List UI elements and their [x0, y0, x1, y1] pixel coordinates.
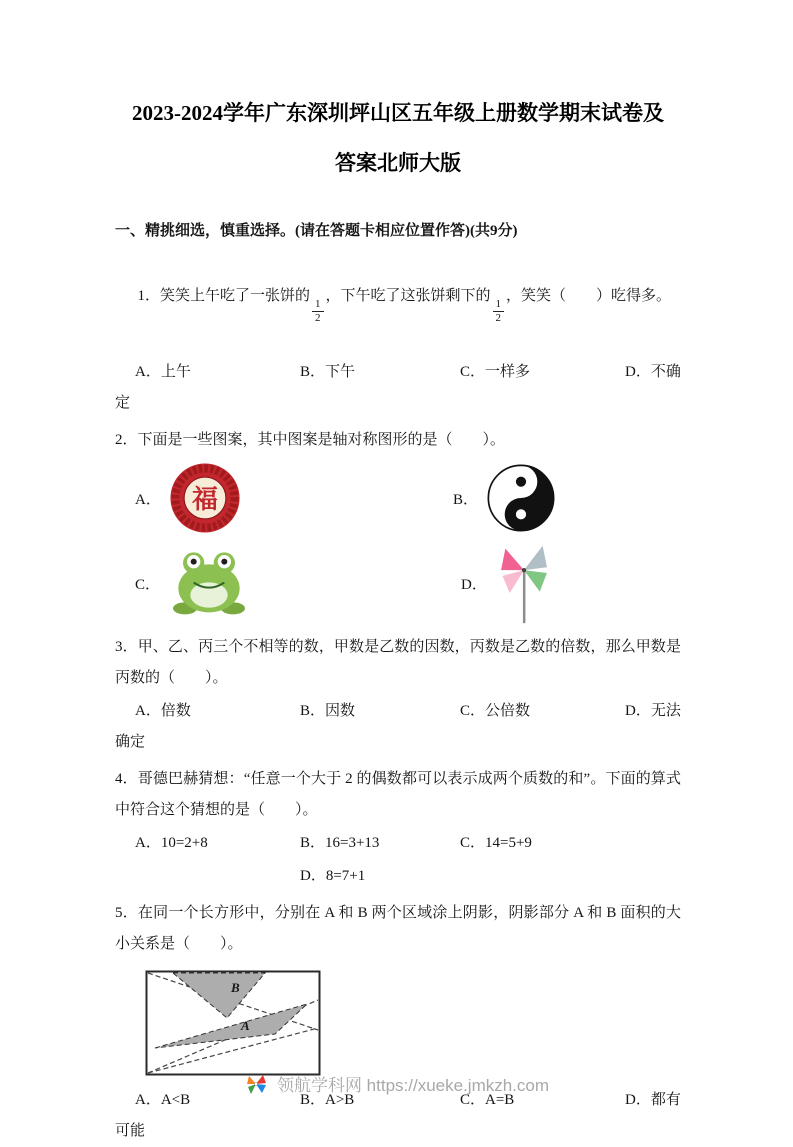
q4-option-d: D．8=7+1 [300, 868, 366, 885]
fraction-one-half [493, 298, 505, 324]
fu-ornament-image [169, 462, 241, 534]
q5-option-b: B．A>B [300, 1092, 355, 1109]
q5-figure-label-a: A [241, 1018, 250, 1034]
fraction-denominator: 2 [495, 311, 502, 324]
q5-option-d-wrap: 可能 [115, 1123, 146, 1140]
pinwheel-image [495, 540, 553, 626]
q2-option-d-label: D． [461, 576, 487, 593]
q3-stem: 3．甲、乙、丙三个不相等的数，甲数是乙数的因数，丙数是乙数的倍数，那么甲数是丙数的（ ）。 [115, 639, 681, 687]
q3-option-d-wrap: 确定 [115, 734, 146, 751]
q3-option-d: D．无法 [625, 703, 681, 720]
q3-option-b: B．因数 [300, 703, 356, 720]
q1-option-c: C．一样多 [460, 364, 531, 381]
q4-option-a: A．10=2+8 [135, 835, 208, 852]
footer-site-link[interactable]: 领航学科网 https://xueke.jmkzh.com [276, 1076, 550, 1095]
q2-options-row-2 [115, 540, 681, 626]
q3-options [115, 696, 681, 727]
q5-option-a: A．A<B [135, 1092, 191, 1109]
q2-option-c-label: C． [135, 576, 161, 593]
q1-option-a: A．上午 [135, 364, 191, 381]
q2-options-row-1 [115, 462, 681, 534]
yin-yang-image [487, 464, 555, 532]
q5-option-c: C．A=B [460, 1092, 515, 1109]
page-title-line2: 答案北师大版 [335, 151, 461, 175]
q2-option-a-label: A． [135, 491, 161, 508]
frog-image [169, 549, 249, 617]
q4-option-c: C．14=5+9 [460, 835, 532, 852]
q5-figure-label-b: B [231, 980, 240, 996]
q5-option-d: D．都有 [625, 1092, 681, 1109]
exam-content [115, 0, 681, 1147]
site-logo-icon [244, 1072, 268, 1096]
q4-option-b: B．16=3+13 [300, 835, 380, 852]
q2-stem: 2．下面是一些图案，其中图案是轴对称图形的是（ ）。 [115, 432, 506, 449]
q3-option-a: A．倍数 [135, 703, 191, 720]
q1-stem-part3: ，笑笑（ ）吃得多。 [506, 288, 672, 304]
fraction-numerator: 1 [493, 298, 505, 312]
q5-stem: 5．在同一个长方形中，分别在 A 和 B 两个区域涂上阴影，阴影部分 A 和 B 面积的大小关系是（ ）。 [115, 905, 681, 953]
page-title [115, 88, 681, 188]
q4-stem: 4．哥德巴赫猜想：“任意一个大于 2 的偶数都可以表示成两个质数的和”。下面的算式中符合这个猜想的是（ ）。 [115, 771, 681, 819]
q1-stem-part1: 1．笑笑上午吃了一张饼的 [137, 288, 311, 304]
q1-stem-part2: ，下午吃了这张饼剩下的 [325, 288, 491, 304]
fraction-denominator: 2 [315, 311, 321, 324]
q5-figure [145, 970, 681, 1081]
footer [0, 1071, 793, 1096]
q1-stem [115, 250, 681, 355]
q3-option-c: C．公倍数 [460, 703, 531, 720]
q1-option-b: B．下午 [300, 364, 356, 381]
fu-character: 福 [192, 485, 218, 515]
q1-option-d: D．不确 [625, 364, 681, 381]
q2-option-b-label: B． [453, 491, 479, 508]
page-title-line1: 2023-2024学年广东深圳坪山区五年级上册数学期末试卷及 [132, 101, 664, 125]
fraction-one-half [312, 298, 324, 324]
q4-options-row-1 [115, 828, 681, 859]
q1-options [115, 357, 681, 388]
q1-option-d-wrap: 定 [115, 395, 131, 412]
fraction-numerator: 1 [312, 298, 324, 312]
section1-heading: 一、精挑细选，慎重选择。(请在答题卡相应位置作答)(共9分) [115, 223, 518, 239]
